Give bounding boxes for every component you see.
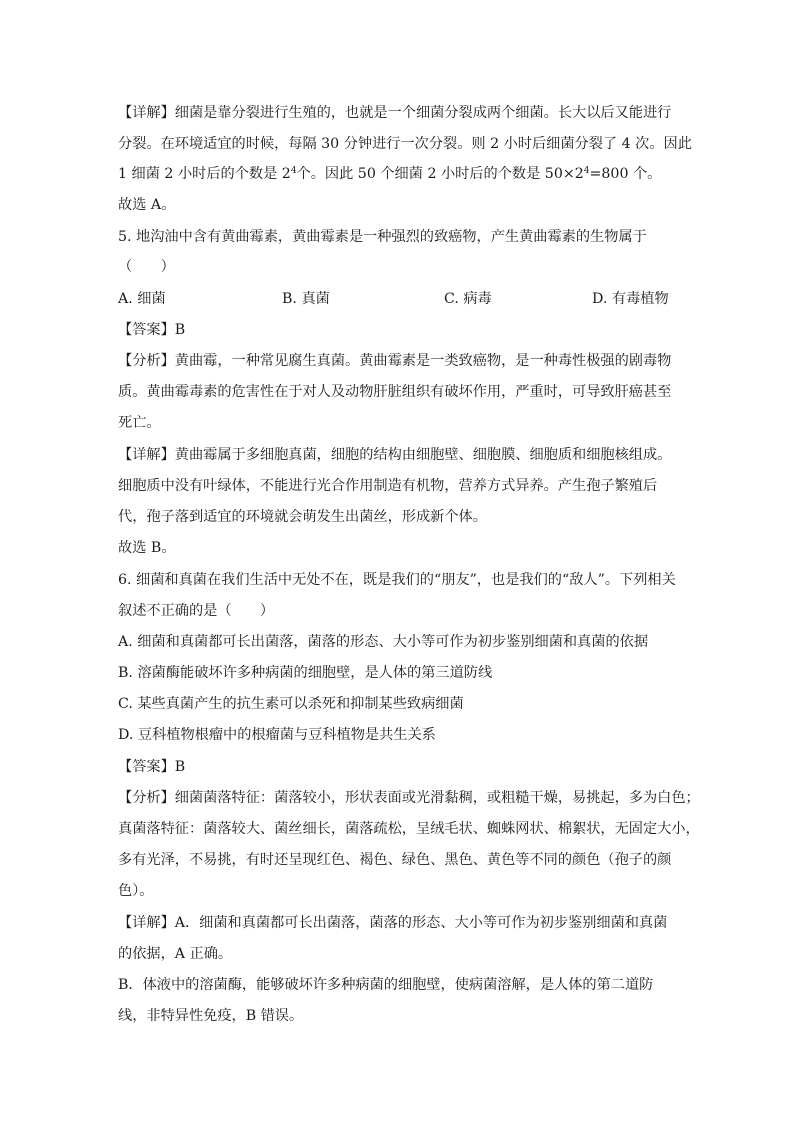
- q5-detail-line-2: 细胞质中没有叶绿体，不能进行光合作用制造有机物，营养方式异养。产生孢子繁殖后: [118, 478, 658, 494]
- q5-conclusion: 故选 B。: [118, 540, 176, 556]
- detail-line-2: 分裂。在环境适宜的时候，每隔 30 分钟进行一次分裂。则 2 小时后细菌分裂了 4 次。因此: [118, 136, 692, 152]
- q5-option-a: A. 细菌: [118, 291, 166, 307]
- q5-stem-line-1: 5. 地沟油中含有黄曲霉素，黄曲霉素是一种强烈的致癌物，产生黄曲霉素的生物属于: [118, 229, 647, 245]
- detail-line-1: 【详解】细菌是靠分裂进行生殖的，也就是一个细菌分裂成两个细菌。长大以后又能进行: [118, 105, 672, 121]
- q6-option-a: A. 细菌和真菌都可长出菌落，菌落的形态、大小等可作为初步鉴别细菌和真菌的依据: [118, 634, 649, 650]
- detail-line-3: [118, 164, 661, 184]
- q6-answer: 【答案】B: [118, 759, 186, 775]
- exponent: 4: [583, 166, 590, 176]
- q6-detail-line-2: 的依据，A 正确。: [118, 946, 233, 962]
- detail-line-3-part-c: =800 个。: [589, 166, 662, 182]
- q5-analysis-line-1: 【分析】黄曲霉，一种常见腐生真菌。黄曲霉素是一类致癌物，是一种毒性极强的剧毒物: [118, 353, 672, 369]
- q5-option-b: B. 真菌: [282, 291, 330, 307]
- q6-analysis-line-2: 真菌落特征：菌落较大、菌丝细长，菌落疏松，呈绒毛状、蜘蛛网状、棉絮状，无固定大小，: [118, 821, 700, 837]
- q6-analysis-line-1: 【分析】细菌菌落特征：菌落较小，形状表面或光滑黏稠，或粗糙干燥，易挑起，多为白色；: [118, 790, 700, 806]
- q6-option-c: C. 某些真菌产生的抗生素可以杀死和抑制某些致病细菌: [118, 696, 464, 712]
- q6-option-b: B. 溶菌酶能破坏许多种病菌的细胞壁，是人体的第三道防线: [118, 665, 493, 681]
- q6-detail-line-3: B．体液中的溶菌酶，能够破坏许多种病菌的细胞壁，使病菌溶解，是人体的第二道防: [118, 977, 654, 993]
- q6-stem-line-1: 6. 细菌和真菌在我们生活中无处不在，既是我们的“朋友”，也是我们的“敌人”。下列相关: [118, 572, 676, 588]
- q6-analysis-line-3: 多有光泽，不易挑，有时还呈现红色、褐色、绿色、黑色、黄色等不同的颜色（孢子的颜: [118, 852, 672, 868]
- exponent: 4: [290, 166, 297, 176]
- q6-detail-line-1: 【详解】A．细菌和真菌都可长出菌落，菌落的形态、大小等可作为初步鉴别细菌和真菌: [118, 915, 668, 931]
- conclusion-line: 故选 A。: [118, 197, 176, 213]
- q6-stem-line-2: 叙述不正确的是（ ）: [118, 603, 275, 619]
- q5-detail-line-1: 【详解】黄曲霉属于多细胞真菌，细胞的结构由细胞壁、细胞膜、细胞质和细胞核组成。: [118, 447, 672, 463]
- q6-option-d: D. 豆科植物根瘤中的根瘤菌与豆科植物是共生关系: [118, 727, 436, 743]
- q5-options: [118, 289, 678, 309]
- q5-option-c: C. 病毒: [444, 291, 492, 307]
- q5-analysis-line-2: 质。黄曲霉毒素的危害性在于对人及动物肝脏组织有破坏作用，严重时，可导致肝癌甚至: [118, 384, 672, 400]
- q5-stem-line-2: （ ）: [118, 259, 175, 275]
- detail-line-3-part-b: 个。因此 50 个细菌 2 小时后的个数是 50×2: [296, 166, 584, 182]
- detail-line-3-part-a: 1 细菌 2 小时后的个数是 2: [118, 166, 291, 182]
- q6-analysis-line-4: 色）。: [118, 883, 154, 899]
- q5-detail-line-3: 代，孢子落到适宜的环境就会萌发生出菌丝，形成新个体。: [118, 509, 487, 525]
- q5-answer: 【答案】B: [118, 322, 186, 338]
- q6-detail-line-4: 线，非特异性免疫，B 错误。: [118, 1008, 304, 1024]
- q5-analysis-line-3: 死亡。: [118, 415, 161, 431]
- q5-option-d: D. 有毒植物: [592, 291, 669, 307]
